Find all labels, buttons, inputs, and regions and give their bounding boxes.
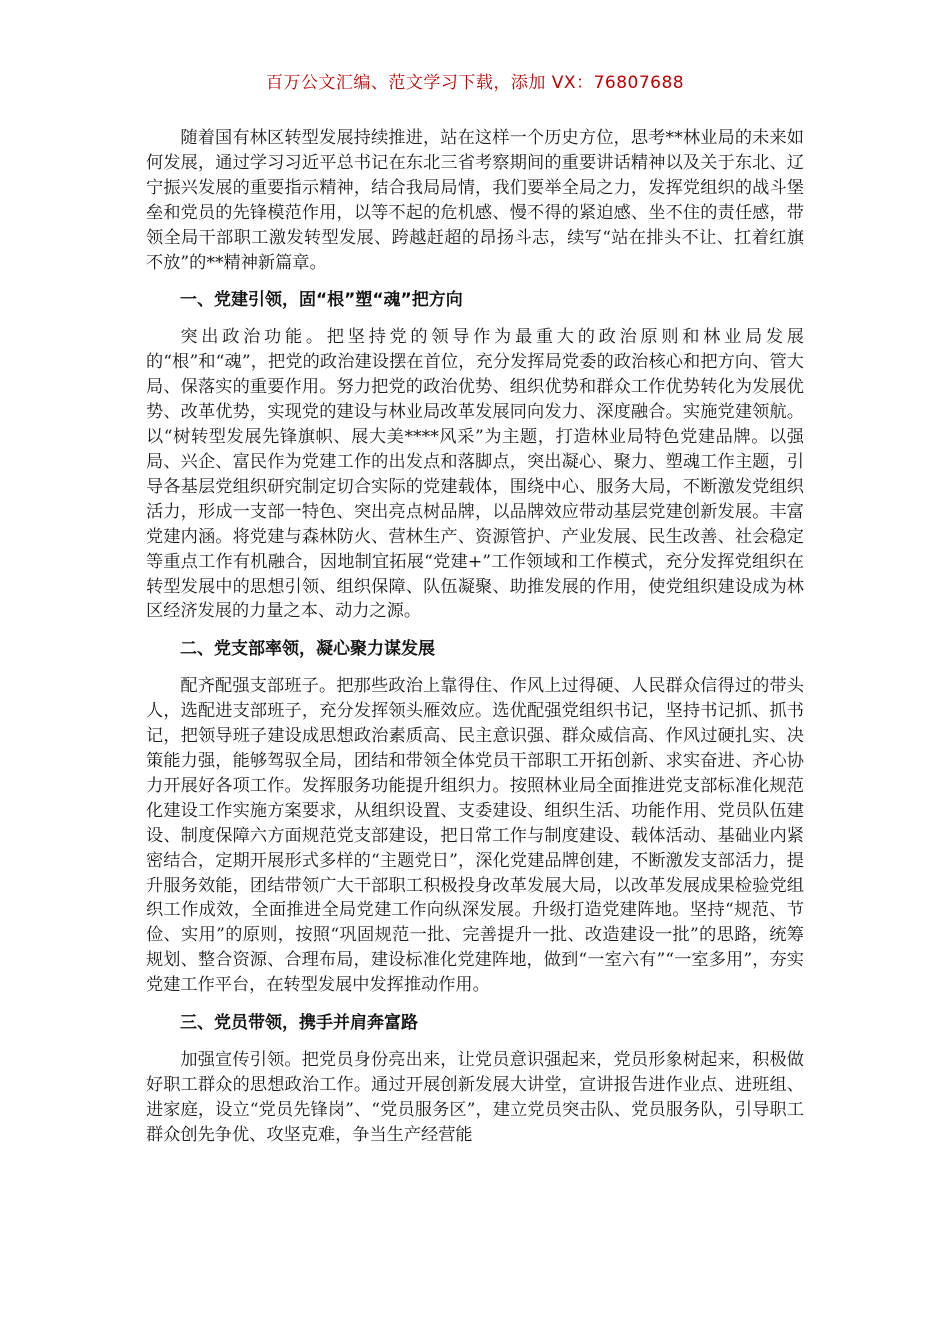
- section-heading-1: 一、党建引领，固“根”塑“魂”把方向: [180, 290, 463, 311]
- section-body-1: 突出政治功能。把坚持党的领导作为最重大的政治原则和林业局发展的“根”和“魂”，把党的政治建设摆在首位，充分发挥局党委的政治核心和把方向、管大局、保落实的重要作用。努力把党的政治优势、组织优势和群众工作优势转化为发展优势、改革优势，实现党的建设与林业局改革发展同向发力、深度融合。实施党建领航。以“树转型发展先锋旗帜、展大美****风采”为主题，打造林业局特色党建品牌。以强局、兴企、富民作为党建工作的出发点和落脚点，突出凝心、聚力、塑魂工作主题，引导各基层党组织研究制定切合实际的党建载体，围绕中心、服务大局，不断激发党组织活力，形成一支部一特色、突出亮点树品牌，以品牌效应带动基层党建创新发展。丰富党建内涵。将党建与森林防火、营林生产、资源管护、产业发展、民生改善、社会稳定等重点工作有机融合，因地制宜拓展“党建+”工作领域和工作模式，充分发挥党组织在转型发展中的思想引领、组织保障、队伍凝聚、助推发展的作用，使党组织建设成为林区经济发展的力量之本、动力之源。: [146, 327, 804, 622]
- section-body-2: 配齐配强支部班子。把那些政治上靠得住、作风上过得硬、人民群众信得过的带头人，选配进支部班子，充分发挥领头雁效应。选优配强党组织书记，坚持书记抓、抓书记，把领导班子建设成思想政治素质高、民主意识强、群众威信高、作风过硬扎实、决策能力强，能够驾驭全局，团结和带领全体党员干部职工开拓创新、求实奋进、齐心协力开展好各项工作。发挥服务功能提升组织力。按照林业局全面推进党支部标准化规范化建设工作实施方案要求，从组织设置、支委建设、组织生活、功能作用、党员队伍建设、制度保障六方面规范党支部建设，把日常工作与制度建设、载体活动、基础业内紧密结合，定期开展形式多样的“主题党日”，深化党建品牌创建，不断激发支部活力，提升服务效能，团结带领广大干部职工积极投身改革发展大局，以改革发展成果检验党组织工作成效，全面推进全局党建工作向纵深发展。升级打造党建阵地。坚持“规范、节俭、实用”的原则，按照“巩固规范一批、完善提升一批、改造建设一批”的思路，统筹规划、整合资源、合理布局，建设标准化党建阵地，做到“一室六有”“一室多用”，夯实党建工作平台，在转型发展中发挥推动作用。: [146, 676, 804, 996]
- intro-paragraph: 随着国有林区转型发展持续推进，站在这样一个历史方位，思考**林业局的未来如何发展，通过学习习近平总书记在东北三省考察期间的重要讲话精神以及关于东北、辽宁振兴发展的重要指示精神，结合我局局情，我们要举全局之力，发挥党组织的战斗堡垒和党员的先锋模范作用，以等不起的危机感、慢不得的紧迫感、坐不住的责任感，带领全局干部职工激发转型发展、跨越赶超的昂扬斗志，续写“站在排头不让、扛着红旗不放”的**精神新篇章。: [146, 128, 804, 273]
- section-body-3: 加强宣传引领。把党员身份亮出来，让党员意识强起来，党员形象树起来，积极做好职工群众的思想政治工作。通过开展创新发展大讲堂，宣讲报告进作业点、进班组、进家庭，设立“党员先锋岗”、“党员服务区”，建立党员突击队、党员服务队，引导职工群众创先争优、攻坚克难，争当生产经营能: [146, 1050, 804, 1145]
- section-heading-3: 三、党员带领，携手并肩奔富路: [180, 1013, 418, 1034]
- promo-banner: 百万公文汇编、范文学习下载，添加 VX：76807688: [265, 73, 685, 93]
- document-body: [146, 126, 804, 1148]
- section-heading-2: 二、党支部率领，凝心聚力谋发展: [180, 639, 435, 660]
